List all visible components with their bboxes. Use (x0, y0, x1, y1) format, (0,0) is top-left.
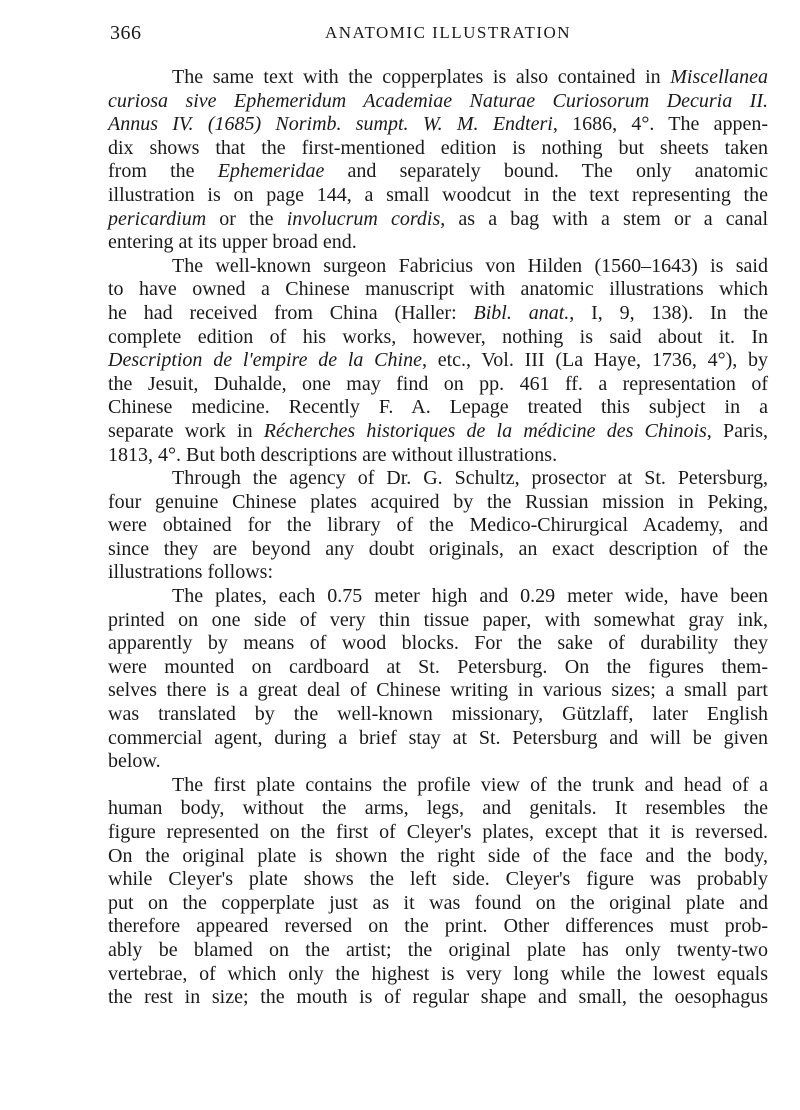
text-segment: separate work in (108, 419, 264, 442)
text-segment: , as a bag with a stem or a canal (440, 207, 768, 230)
italic-text: curiosa sive Ephemeridum Academiae Naturae Curiosorum Decuria II. (108, 89, 768, 112)
paragraph (108, 585, 768, 774)
italic-text: Récherches historiques de la médicine des Chinois (263, 419, 707, 442)
text-line (108, 821, 768, 845)
text-line (108, 255, 768, 279)
text-segment: entering at its upper broad end. (108, 231, 357, 254)
text-segment: below. (108, 750, 161, 773)
text-segment: , I, 9, 138). In the (569, 301, 768, 324)
text-segment: 1813, 4°. But both descriptions are without illustrations. (108, 443, 558, 466)
text-line (108, 326, 768, 350)
text-line (108, 420, 768, 444)
text-line (108, 373, 768, 397)
text-line (108, 845, 768, 869)
text-segment: ably be blamed on the artist; the original plate has only twenty-two (108, 938, 768, 961)
text-segment: , Paris, (706, 419, 768, 442)
paragraph (108, 467, 768, 585)
paragraph (108, 66, 768, 255)
text-line (108, 585, 768, 609)
text-line (108, 184, 768, 208)
text-segment: or the (206, 207, 287, 230)
text-segment: The well-known surgeon Fabricius von Hilden (1560–1643) is said (172, 254, 768, 277)
text-line (108, 66, 768, 90)
italic-text: Bibl. anat. (473, 301, 570, 324)
text-segment: dix shows that the first-mentioned edition is nothing but sheets taken (108, 136, 768, 159)
text-line (108, 727, 768, 751)
text-segment: the rest in size; the mouth is of regular shape and small, the oesophagus (108, 986, 768, 1009)
text-line (108, 774, 768, 798)
text-segment: human body, without the arms, legs, and genitals. It resembles the (108, 797, 768, 820)
text-segment: commercial agent, during a brief stay at St. Petersburg and will be given (108, 726, 768, 749)
text-line (108, 750, 768, 774)
text-line (108, 632, 768, 656)
text-line (108, 703, 768, 727)
text-line (108, 113, 768, 137)
italic-text: Miscellanea (670, 66, 768, 88)
paragraph (108, 774, 768, 1010)
paragraph (108, 255, 768, 467)
text-segment: figure represented on the first of Cleyer's plates, except that it is reversed. (108, 821, 768, 843)
text-line (108, 208, 768, 232)
text-line (108, 915, 768, 939)
text-line (108, 939, 768, 963)
text-segment: to have owned a Chinese manuscript with anatomic illustrations which (108, 278, 768, 301)
running-head (110, 22, 770, 52)
text-segment: was translated by the well-known missionary, Gützlaff, later English (108, 703, 768, 726)
text-segment: put on the copperplate just as it was found on the original plate and (108, 891, 768, 914)
text-line (108, 444, 768, 468)
text-segment: complete edition of his works, however, nothing is said about it. In (108, 325, 768, 348)
text-segment: illustration is on page 144, a small woodcut in the text representing the (108, 183, 768, 206)
text-line (108, 986, 768, 1010)
italic-text: pericardium (108, 207, 207, 230)
italic-text: Annus IV. (1685) Norimb. sumpt. W. M. Endteri (108, 113, 553, 136)
text-line (108, 396, 768, 420)
text-segment: from the (108, 160, 218, 183)
text-line (108, 137, 768, 161)
text-segment: Through the agency of Dr. G. Schultz, prosector at St. Petersburg, (172, 467, 768, 490)
page-number: 366 (110, 22, 142, 44)
text-line (108, 561, 768, 585)
running-title: ANATOMIC ILLUSTRATION (325, 23, 572, 42)
text-line (108, 349, 768, 373)
text-segment: , 1686, 4°. The appen- (552, 113, 768, 136)
text-line (108, 278, 768, 302)
text-line (108, 679, 768, 703)
text-line (108, 302, 768, 326)
text-line (108, 892, 768, 916)
text-segment: Chinese medicine. Recently F. A. Lepage treated this subject in a (108, 396, 768, 419)
text-segment: apparently by means of wood blocks. For the sake of durability they (108, 632, 768, 655)
text-segment: since they are beyond any doubt originals, an exact description of the (108, 537, 768, 560)
text-segment: The plates, each 0.75 meter high and 0.29 meter wide, have been (172, 585, 768, 608)
text-segment: vertebrae, of which only the highest is very long while the lowest equals (108, 962, 768, 985)
text-segment: four genuine Chinese plates acquired by the Russian mission in Peking, (108, 490, 768, 513)
text-segment: he had received from China (Haller: (108, 301, 474, 324)
text-segment: The same text with the copperplates is also contained in (172, 66, 671, 88)
text-line (108, 538, 768, 562)
text-segment: printed on one side of very thin tissue paper, with somewhat gray ink, (108, 608, 768, 631)
text-line (108, 467, 768, 491)
body-text (108, 66, 768, 1010)
text-segment: The first plate contains the profile view of the trunk and head of a (172, 773, 768, 796)
text-line (108, 231, 768, 255)
italic-text: involucrum cordis (286, 207, 441, 230)
text-segment: while Cleyer's plate shows the left side. Cleyer's figure was probably (108, 868, 768, 891)
text-segment: were obtained for the library of the Medico-Chirurgical Academy, and (108, 514, 768, 537)
text-segment: were mounted on cardboard at St. Petersburg. On the figures them- (108, 655, 768, 678)
text-segment: selves there is a great deal of Chinese writing in various sizes; a small part (108, 679, 768, 702)
text-line (108, 491, 768, 515)
text-line (108, 868, 768, 892)
text-line (108, 90, 768, 114)
text-line (108, 656, 768, 680)
text-line (108, 963, 768, 987)
text-line (108, 797, 768, 821)
italic-text: Description de l'empire de la Chine (108, 349, 422, 372)
text-segment: therefore appeared reversed on the print. Other differences must prob- (108, 915, 768, 938)
text-segment: the Jesuit, Duhalde, one may find on pp. 461 ff. a representation of (108, 372, 768, 395)
text-segment: and separately bound. The only anatomic (324, 160, 769, 183)
text-line (108, 514, 768, 538)
text-segment: On the original plate is shown the right side of the face and the body, (108, 844, 768, 867)
text-segment: , etc., Vol. III (La Haye, 1736, 4°), by (421, 349, 768, 372)
text-line (108, 160, 768, 184)
text-segment: illustrations follows: (108, 561, 273, 584)
text-line (108, 609, 768, 633)
italic-text: Ephemeridae (217, 160, 325, 183)
